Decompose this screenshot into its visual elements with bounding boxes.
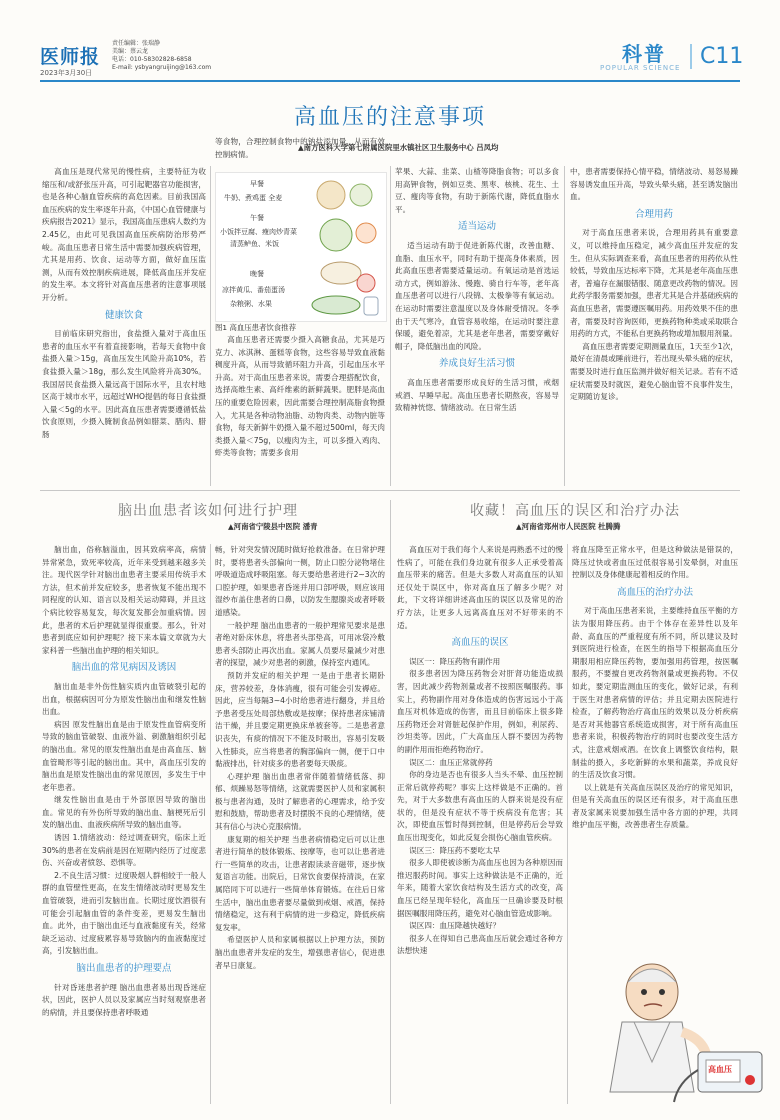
paragraph: 高血压对于我们每个人来说是再熟悉不过的慢性病了，可能在我们身边就有很多人正承受着高血压带来的痛苦。但是大多数人对高血压的认知还仅处于误区中，你对高血压了解多少呢？对此，下文将详细讲述高血压的误区以及常见的治疗方法，让更多人远离高血压对不好带来的不适。 (397, 545, 563, 630)
myth2-title: 误区二：血压正常就停药 (409, 757, 493, 767)
masthead (0, 0, 780, 80)
myth3-title: 误区三：降压药不要吃太早 (409, 845, 501, 855)
paragraph: 畅，针对突发情况随时做好抢救准备。在日常护理时，要将患者头部偏向一侧，防止口腔分泌物堵住呼吸道造成呼吸阻塞。每天要给患者进行2~3次的口腔护理，如果患者昏迷并用口部呼吸，则应该用湿纱布盖住患者的口鼻，以防发生腮腺炎或者呼吸道感染。 (215, 545, 385, 617)
paragraph: 很多人即使被诊断为高血压也因为各种原因而推迟服药时间。事实上这种做法是不正确的，近年来，随着大家饮食结构及生活方式的改变，高血压已经呈现年轻化，高血压一旦确诊要及时根据医嘱服用降压药，避免对心脑血管造成影响。 (397, 858, 563, 918)
paragraph: 脑出血是非外伤性脑实质内血管破裂引起的出血，根据病因可分为原发性脑出血和继发性脑出血。 (42, 681, 206, 717)
figure-line: 凉拌黄瓜、番茄蛋汤 (222, 286, 285, 294)
newspaper-logo: 医师报 (40, 46, 101, 68)
article1-byline: ▲南方医科大学第七附属医院里水镇社区卫生服务中心 吕凤均 (298, 143, 499, 152)
article1-col2-top (215, 136, 385, 161)
myth4-title: 误区四：血压降越快越好？ (409, 921, 501, 931)
paragraph: 目前临床研究指出，食盐摄入量对于高血压患者的血压水平有着直接影响，若每天食物中食盐摄入量＞15g，高血压发生风险升高10%，若食盐摄入量＞18g，那么发生风险将升高30%。我国居民食盐摄入量远高于国际水平，且农村地区高于城市水平，远超过WHO提倡的每日食盐摄入量＜5g的水平。因此高血压患者需要遵循低盐饮食原则，少摄入腌制食品例如腊菜、腊肉、腊肠 (42, 329, 206, 439)
figure-line: 清蒸鲈鱼、米饭 (230, 240, 279, 248)
article1-headline: 高血压的注意事项 (293, 105, 486, 130)
credit-editor: 责任编辑：张瑞静 (112, 40, 161, 47)
paragraph: 预防并发症的相关护理 一是由于患者长期卧床，营养较差，身体消瘦，很有可能会引发褥疮。因此，应当每隔3~4小时给患者进行翻身，并且给予患者受压处局部热敷或是按摩；保持患者床铺清洁干燥，并且要定期更换床单被套等。二是患者意识丧失，有痰的情况下不能及时吸出，容易引发吸入性肺炎，应当将患者的胸部偏向一侧，便于口中黏液排出，针对痰多的患者要每天吸痰。 (215, 670, 385, 769)
paragraph: 高血压患者需要定期测量血压，1天至少1次，最好在清晨或睡前进行，若出现头晕头痛的症状，需要及时进行血压监测并做好相关记录。若有不适症状需要及时就医，避免心脑血管不良事件发生，定期随访复诊。 (570, 341, 738, 402)
paragraph: 你的身边是否也有很多人当头不晕、血压控制正常后就停药呢？事实上这样做是不正确的。首先，对于大多数患有高血压的人群来说是没有症状的，但是没有症状不等于疾病没有危害；其次，即使血压暂时得到控制，但是停药后会导致血压出现变化，如此反复会损伤心脑血管疾病。 (397, 770, 563, 843)
paragraph: 很多人在得知自己患高血压后就会通过各种方法想快速 (397, 933, 563, 956)
paragraph: 针对昏迷患者护理 脑出血患者易出现昏迷症状，因此，医护人员以及家属应当时刻观察患者的病情，并且要保持患者呼吸通 (42, 982, 206, 1017)
article1-col1 (42, 166, 206, 441)
column-divider (390, 166, 391, 486)
article3-col2 (572, 544, 738, 832)
credits (112, 40, 211, 72)
article3-col1 (397, 544, 563, 958)
article2-col2 (215, 544, 385, 972)
paragraph: 中，患者需要保持心情平稳，情绪波动、易怒易躁容易诱发血压升高，导致头晕头痛，甚至诱发脑出血。 (570, 167, 738, 202)
figure-breakfast-title: 早餐 (250, 180, 264, 188)
figure-line: 杂粮粥、水果 (230, 300, 272, 308)
paragraph: 对于高血压患者来说，主要维持血压平衡的方法为服用降压药。由于个体存在差异性以及年龄、高血压的严重程度有所不同，所以建议及时到医院进行检查，在医生的指导下根据高血压分期服用相应降压药物，要加强用药管理，按医嘱服药，不要擅自更改药物剂量或更换药物。不仅如此，要定期监测血压的变化，做好记录，有利于医生对患者病情的评估；并且定期去医院进行检查，了解药物治疗高血压的效果以及分析疾病是否对其他器官系统造成损害，对于所有高血压患者来说，积极药物治疗的同时也要改变生活方式，注意戒烟戒酒。在饮食上调整饮食结构，限制盐的摄入，多吃新鲜的水果和蔬菜，养成良好的生活及饮食习惯。 (572, 606, 738, 780)
article1-col4 (570, 166, 738, 404)
paragraph: 适当运动有助于促进新陈代谢，改善血糖、血脂、血压水平，同时有助于提高身体素质，因此高血压患者需要适量运动。有氧运动是首选运动方式，例如游泳、慢跑、骑自行车等，老年高血压患者可以进行八段锦、太极拳等有氧运动。在运动时需要注意温度以及身体耐受情况。冬季由于天气寒冷，血管容易收缩，在运动时要注意保暖，避免着凉，尤其是老年患者，需要穿戴好帽子，降低脑出血的风险。 (395, 240, 559, 351)
paragraph: 一般护理 脑出血患者的一般护理常见要求是患者绝对卧床休息，将患者头部垫高，可用冰袋冷敷患者头部防止再次出血。家属人员要尽量减少对患者的探望，减少对患者的刺激，保持室内通风。 (215, 620, 385, 668)
paragraph: 诱因 1.情绪波动：经过调查研究，临床上近30%的患者在发病前是因在短期内经历了过度悲伤、兴奋或者愤怒、恐惧等。 (42, 833, 206, 868)
paragraph: 很多患者因为降压药物会对肝肾功能造成损害，因此减少药物剂量或者不按照医嘱服药。事实上，药物副作用对身体造成的伤害远远小于高血压对机体造成的伤害，而且目前临床上很多降压药物还会对肾脏起保护作用，例如，利尿药、沙坦类等。因此，广大高血压人群不要因为药物的副作用而拒绝药物治疗。 (397, 669, 563, 754)
article1-col2 (215, 334, 385, 460)
column-divider (210, 544, 211, 1104)
article2-byline: ▲河南省宁陵县中医院 潘青 (228, 522, 318, 531)
cartoon-svg (582, 952, 770, 1112)
subhead-treatment: 高血压的治疗办法 (616, 586, 693, 598)
paragraph: 希望医护人员和家属根据以上护理方法，预防脑出血患者并发症的发生，增强患者信心，促进患者早日康复。 (215, 935, 385, 970)
section-title: 科普 (622, 42, 666, 66)
paragraph: 脑出血，俗称脑溢血，因其致病率高，病情异常紧急，致死率较高，近年来受到越来越多关注。现代医学针对脑出血患者主要采用传统手术方法，但术前并发症较多，患者恢复不能出现不同程度的认知、语言以及相关运动障碍，并且这个病比较容易复发，每次复发都会加重病情。因此，患者的术后护理就显得很重要。那么，针对患者到底应如何护理呢？接下来本篇文章就为大家科普一些脑出血护理的相关知识。 (42, 545, 206, 655)
paragraph: 苹果、大蒜、韭菜、山楂等降脂食物；可以多食用高钾食物，例如豆类、黑枣、核桃、花生、土豆、瘦肉等食物，有助于新陈代谢，降低血脂水平。 (395, 167, 559, 214)
credit-phone: 电话：010-58302828-6858 (112, 56, 192, 63)
subhead-nursing: 脑出血患者的护理要点 (76, 963, 172, 974)
credit-email: E-mail: ysbyangruijing@163.com (112, 64, 212, 71)
credit-designer: 美编：蔡云龙 (112, 48, 149, 55)
paragraph: 等食物，合理控制食物中的钠盐添加量，从而有效控制病情。 (215, 137, 385, 159)
column-divider (567, 544, 568, 1104)
article2-col1 (42, 544, 206, 1019)
figure-line: 小饭拌豆腐、瘦肉炒青菜 (220, 228, 297, 236)
column-divider (564, 166, 565, 486)
subhead-myths: 高血压的误区 (451, 637, 509, 649)
figure-line: 牛奶、煮鸡蛋 全麦 (224, 194, 283, 202)
article3-byline: ▲河南省郑州市人民医院 杜腾腾 (516, 522, 621, 531)
subhead-diet: 健康饮食 (104, 309, 143, 321)
paragraph: 心理护理 脑出血患者常伴随着情绪低落、抑郁、烦躁易怒等情绪，这就需要医护人员和家属积极与患者沟通，及时了解患者的心理需求，给予安慰和鼓励，帮助患者及时摆脱不良的心理情绪，使其有信心与决心克服病情。 (215, 771, 385, 832)
paragraph: 继发性脑出血是由于外部原因导致的脑出血。常见的有外伤所导致的脑出血、脑梗死后引发的脑出血、血液疾病所导致的脑出血等。 (42, 795, 206, 830)
article2-headline: 脑出血患者该如何进行护理 (118, 503, 298, 519)
column-divider (210, 166, 211, 486)
subhead-medication: 合理用药 (634, 208, 673, 220)
top-rule (40, 80, 740, 82)
subhead-habits: 养成良好生活习惯 (438, 358, 515, 370)
paragraph: 以上就是有关高血压误区及治疗的常见知识，但是有关高血压的误区还有很多，对于高血压患者及家属来说要加强生活中各方面的护理，共同维护血压平衡，改善患者生存质量。 (572, 782, 738, 830)
paragraph: 2.不良生活习惯：过度吸烟人群相较于一般人群的血管壁性更高，在发生情绪波动时更易发生血管破裂，进而引发脑出血。长期过度饮酒很有可能会引起脑血管的条件变差，更易发生脑出血。此外，由于脑出血还与血液黏度有关，经常缺乏运动、过度疲累容易导致脑内的血液黏度过高，引发脑出血。 (42, 870, 206, 956)
figure-caption: 图1 高血压患者饮食推荐 (215, 323, 296, 332)
article1-col3 (395, 166, 559, 415)
page-number: C11 (690, 44, 743, 69)
paragraph: 康复期的相关护理 当患者病情稳定后可以让患者进行简单的肢体锻炼、按摩等，也可以让患者进行一些简单的攻击，让患者跟读录音磁带，逐步恢复语言功能。出院后，日常饮食要保持清淡，在家属陪同下可以进行一些简单体育锻炼。在往后日常生活中，脑出血患者要尽量做到戒烟、戒酒，保持情绪稳定，这有利于病情的进一步稳定，降低疾病复发率。 (215, 834, 385, 932)
issue-date: 2023年3月30日 (40, 69, 93, 77)
paragraph: 病因 原发性脑出血是由于原发性血管病变所导致的脑血管破裂、血液外溢、刺激脑组织引起的脑出血。常见的原发性脑出血是由高血压、脑血管畸形等引起的脑出血。其中，高血压引发的脑出血是原发性脑出血的常见原因，多发生于中老年患者。 (42, 719, 206, 792)
section-subtitle: POPULAR SCIENCE (600, 64, 681, 72)
myth1-title: 误区一：降压药物有副作用 (409, 656, 501, 666)
figure-lunch-title: 午餐 (250, 214, 264, 222)
figure-dinner-title: 晚餐 (250, 270, 264, 278)
article3-headline: 收藏！高血压的误区和治疗办法 (470, 503, 680, 519)
paragraph: 对于高血压患者来说，合理用药具有重要意义，可以维持血压稳定，减少高血压并发症的发生。但从实际调查来看，高血压患者的用药依从性较低，导致血压达标率下降，尤其是老年高血压患者，普遍存在漏服错服、随意更改药物的情况。因此药学服务需要加强，患者尤其是合并基础疾病的高血压患者，需要遵医嘱用药。用药效果不佳的患者，需要及时咨询医师，更换药物种类或采取联合用药的方式，不能私自更换药物或增加服用剂量。 (570, 228, 738, 339)
diet-figure (215, 172, 387, 322)
paragraph: 高血压患者还需要少摄入高糖食品，尤其是巧克力、冰淇淋、蛋糕等食物，这些容易导致血液黏稠度升高，从而导致循环阻力升高，引起血压水平升高。对于高血压患者来说，需要合理搭配饮食，选择高维生素、高纤维素的新鲜蔬果。肥胖是高血压的重要危险因素，因此需要合理控制高脂食物摄入，尤其是各种动物油脂、动物肉类、动物内脏等食物，每天新鲜牛奶摄入量不超过500ml，每天肉类摄入量＜75g，以瘦肉为主，可以多摄入鸡肉、虾类等食物；需要多食用 (215, 335, 385, 458)
section-divider (40, 490, 740, 491)
paragraph: 高血压是现代常见的慢性病，主要特征为收缩压和/或舒张压升高，可引起靶器官功能损害，也是各种心脑血管疾病的高危因素。目前我国高血压疾病的发生率逐年升高，《中国心血管健康与疾病报告2021》显示，我国高血压患病人数约为2.45亿，由此可见我国高血压疾病防治形势严峻。高血压患者日常生活中需要加强疾病管理，尤其是用药、饮食、运动等方面，做好血压监测，从而有效控制疾病进展，降低高血压并发症的发生率。本文将针对高血压患者的注意事项展开分析。 (42, 167, 206, 302)
elderly-man-illustration (582, 952, 770, 1112)
subhead-causes: 脑出血的常见病因及诱因 (71, 662, 177, 674)
article-divider (390, 500, 391, 1104)
paragraph: 将血压降至正常水平，但是这种做法是错误的，降压过快或者血压过低很容易引发晕倒，对血压控制以及身体健康起着相反的作用。 (572, 545, 738, 580)
monitor-label: 高血压 (708, 1065, 732, 1074)
subhead-exercise: 适当运动 (457, 221, 496, 233)
paragraph: 高血压患者需要形成良好的生活习惯，戒烟戒酒、早睡早起。高血压患者长期熬夜，容易导致精神恍惚、情绪波动。在日常生活 (395, 377, 559, 413)
